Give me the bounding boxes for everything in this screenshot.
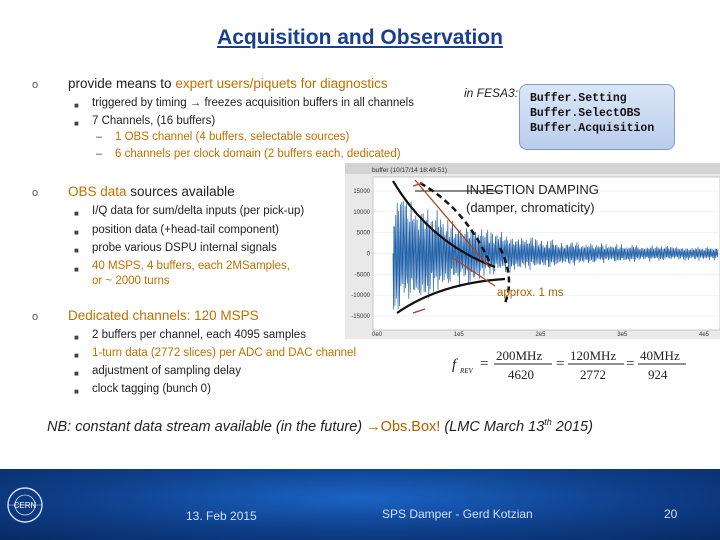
list-item: adjustment of sampling delay <box>92 365 241 377</box>
section3-heading: Dedicated channels: 120 MSPS <box>68 308 259 323</box>
list-item: 1-turn data (2772 slices) per ADC and DAC channel <box>92 347 357 359</box>
x-tick-label: 3e5 <box>617 332 628 338</box>
slide-title: Acquisition and Observation <box>217 26 503 49</box>
list-item: 7 Channels, (16 buffers) <box>92 115 216 127</box>
square-bullet-icon: ■ <box>74 228 79 237</box>
y-tick-label: 15000 <box>353 189 370 195</box>
logo-text: CERN <box>13 501 37 510</box>
equals-sign: = <box>556 356 565 372</box>
square-bullet-icon: ■ <box>74 351 79 360</box>
numerator-2: 120MHz <box>570 348 617 363</box>
equals-sign: = <box>626 356 635 372</box>
list-item: probe various DSPU internal signals <box>92 242 277 254</box>
list-item: 40 MSPS, 4 buffers, each 2MSamples, <box>92 260 290 272</box>
footer-bar <box>0 469 720 540</box>
square-bullet-icon: ■ <box>74 101 79 110</box>
fesa-property-box <box>519 84 675 150</box>
square-bullet-icon: ■ <box>74 387 79 396</box>
annotation-line1: INJECTION DAMPING <box>466 182 599 197</box>
annotation-line2: (damper, chromaticity) <box>466 200 595 215</box>
dash-bullet-icon: – <box>96 148 103 160</box>
plot-header: buffer (10/17/14 18:49:51) <box>372 167 448 174</box>
fesa-label: in FESA3: <box>464 86 519 100</box>
list-item: clock tagging (bunch 0) <box>92 383 211 395</box>
list-item: 2 buffers per channel, each 4095 samples <box>92 329 306 341</box>
denominator-2: 2772 <box>580 367 606 382</box>
equals-sign: = <box>480 356 489 372</box>
y-tick-label: 5000 <box>356 230 370 237</box>
nb-superscript: th <box>544 417 552 427</box>
y-tick-label: -15000 <box>351 314 370 320</box>
list-item: position data (+head-tail component) <box>92 224 279 236</box>
fesa-property: Buffer.Acquisition <box>530 122 655 135</box>
footer-title: SPS Damper - Gerd Kotzian <box>382 507 533 521</box>
x-tick-label: 1e5 <box>453 332 464 338</box>
x-tick-label: 4e5 <box>698 332 710 338</box>
circle-bullet-icon: o <box>32 187 39 199</box>
square-bullet-icon: ■ <box>74 209 79 218</box>
square-bullet-icon: ■ <box>74 119 79 128</box>
footer-date: 13. Feb 2015 <box>186 509 257 523</box>
denominator-1: 4620 <box>508 367 534 382</box>
numerator-1: 200MHz <box>496 348 543 363</box>
y-tick-label: -5000 <box>354 272 370 279</box>
cern-logo-icon <box>6 486 44 524</box>
square-bullet-icon: ■ <box>74 369 79 378</box>
list-item: I/Q data for sum/delta inputs (per pick-up) <box>92 205 305 217</box>
y-tick-label: 0 <box>366 251 370 258</box>
nb-text: NB: constant data stream available (in the future) <box>47 418 367 435</box>
formula-lhs-subscript: REV <box>460 367 473 375</box>
section1-heading: provide means to expert users/piquets for diagnostics <box>68 76 388 91</box>
fesa-property: Buffer.Setting <box>530 92 627 105</box>
square-bullet-icon: ■ <box>74 333 79 342</box>
circle-bullet-icon: o <box>32 79 39 91</box>
list-item-continuation: or ~ 2000 turns <box>92 275 170 287</box>
nb-year-text: 2015) <box>551 418 593 435</box>
circle-bullet-icon: o <box>32 311 39 323</box>
list-subitem: 1 OBS channel (4 buffers, selectable sources) <box>115 131 350 143</box>
dash-bullet-icon: – <box>96 131 103 143</box>
numerator-3: 40MHz <box>640 348 680 363</box>
fesa-property: Buffer.SelectOBS <box>530 107 641 120</box>
y-tick-label: -10000 <box>351 293 370 300</box>
square-bullet-icon: ■ <box>74 265 79 274</box>
nb-note <box>47 417 593 435</box>
nb-date-text: (LMC March 13 <box>440 418 545 435</box>
x-tick-label: 2e5 <box>535 332 546 338</box>
list-subitem: 6 channels per clock domain (2 buffers each, dedicated) <box>115 148 401 160</box>
formula-lhs: f <box>452 357 457 373</box>
duration-annotation: approx. 1 ms <box>497 287 564 299</box>
square-bullet-icon: ■ <box>74 246 79 255</box>
y-tick-label: 10000 <box>353 209 370 216</box>
page-number: 20 <box>664 507 678 521</box>
injection-damping-annotation <box>466 181 599 217</box>
list-item: triggered by timing → freezes acquisition buffers in all channels <box>92 97 414 109</box>
section2-heading: OBS data sources available <box>68 184 235 199</box>
obs-box-highlight: →Obs.Box! <box>366 418 441 435</box>
denominator-3: 924 <box>648 367 668 382</box>
x-tick-label: 0e0 <box>371 332 383 338</box>
revolution-frequency-formula <box>452 344 687 384</box>
